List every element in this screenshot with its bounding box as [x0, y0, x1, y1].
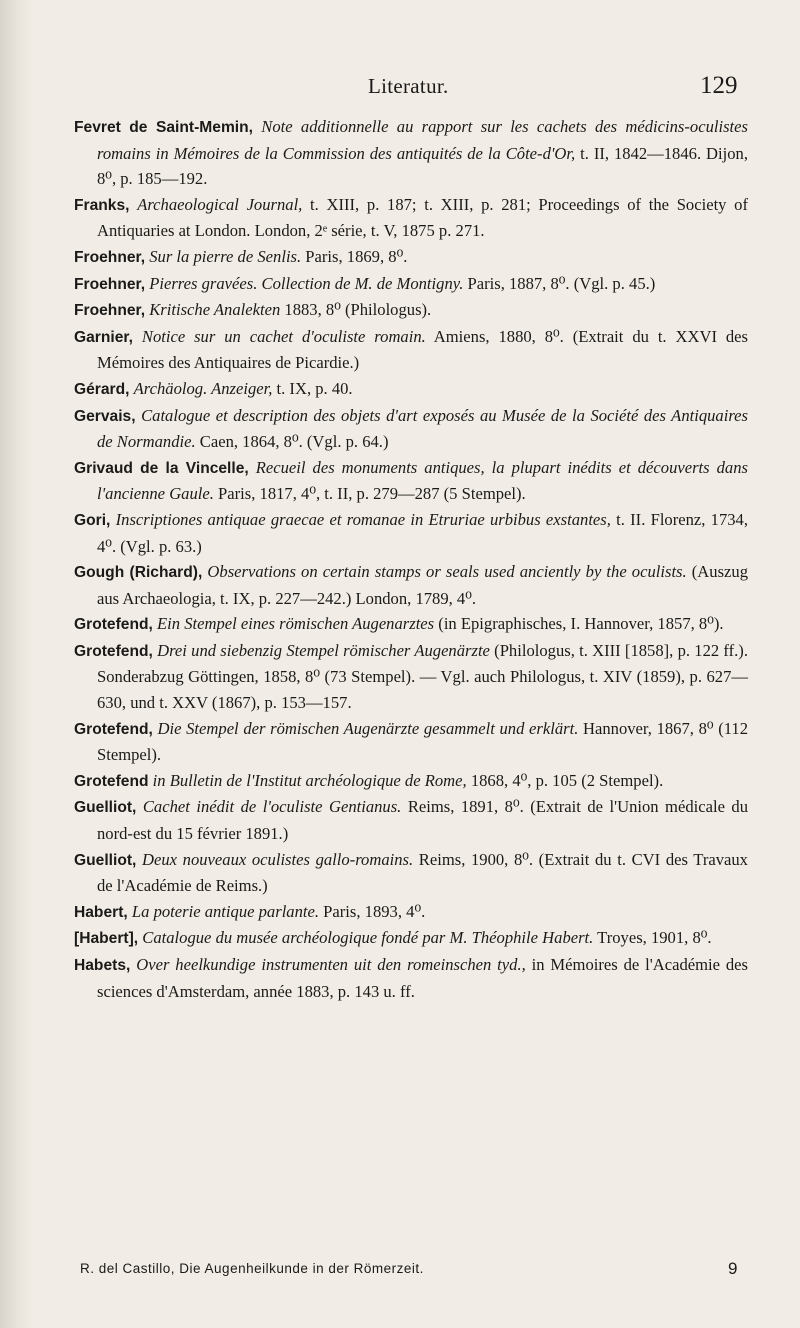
entry-details: (Philologus, t. XIII [1858], p. 122 ff.). Sonderabzug Göttingen, 1858, 8⁰ (73 Stempel). — Vgl. auch Philologus, t. XIV (1859), p. 627—630, und t. XXV (1867), p. 153—157. — [97, 640, 748, 713]
bibliography-list — [74, 114, 748, 1004]
entry-author: Froehner, — [74, 248, 146, 266]
entry-title: Note additionnelle au rapport sur les cachets des médicins-oculistes romains in Mémoires de la Commission des antiquités de la Côte-d'Or, — [97, 117, 748, 163]
entry-details: Paris, 1869, 8⁰. — [301, 246, 408, 266]
entry-author: Guelliot, — [74, 799, 137, 817]
entry-author: Gori, — [74, 511, 111, 529]
bibliography-entry — [74, 297, 748, 324]
entry-title: Catalogue du musée archéologique fondé par M. Théophile Habert. — [142, 928, 594, 948]
entry-details: t. XIII, p. 187; t. XIII, p. 281; Proceedings of the Society of Antiquaries at London. London, 2ᵉ série, t. V, 1875 p. 271. — [97, 194, 748, 241]
entry-details: Paris, 1893, 4⁰. — [319, 901, 426, 921]
entry-details: Reims, 1891, 8⁰. (Extrait de l'Union médicale du nord-est du 15 février 1891.) — [97, 797, 749, 844]
printer-signature-mark: 9 — [728, 1259, 738, 1278]
entry-details: Hannover, 1867, 8⁰ (112 Stempel). — [97, 718, 748, 765]
bibliography-entry — [74, 559, 748, 611]
entry-title: La poterie antique parlante. — [131, 901, 320, 921]
entry-details: 1883, 8⁰ (Philologus). — [280, 300, 432, 320]
bibliography-entry — [74, 507, 748, 559]
entry-title: Cachet inédit de l'oculiste Gentianus. — [142, 797, 402, 817]
entry-title: Recueil des monuments antiques, la plupart inédits et découverts dans l'ancienne Gaule. — [97, 457, 748, 504]
entry-author: Grotefend, — [74, 642, 153, 660]
entry-title: Catalogue et description des objets d'art exposés au Musée de la Société des Antiquaires de Normandie. — [97, 405, 749, 452]
entry-title: Archäolog. Anzeiger, — [133, 378, 273, 398]
entry-author: Gérard, — [74, 380, 130, 398]
bibliography-entry — [74, 925, 748, 952]
running-head: Literatur. — [368, 74, 449, 98]
entry-details: Amiens, 1880, 8⁰. (Extrait du t. XXVI des Mémoires des Antiquaires de Picardie.) — [97, 326, 748, 373]
entry-author: Grotefend — [74, 772, 149, 790]
bibliography-entry — [74, 768, 748, 795]
entry-title: in Bulletin de l'Institut archéologique de Rome, — [152, 770, 467, 790]
entry-author: Habets, — [74, 957, 131, 974]
entry-title: Archaeological Journal, — [137, 194, 303, 214]
bibliography-entry — [74, 324, 748, 376]
entry-title: Kritische Analekten — [149, 300, 281, 320]
page-header — [0, 74, 800, 104]
entry-details: 1868, 4⁰, p. 105 (2 Stempel). — [466, 770, 664, 790]
bibliography-entry — [74, 192, 748, 244]
entry-title: Drei und siebenzig Stempel römischer Augenärzte — [157, 640, 490, 660]
entry-details: Reims, 1900, 8⁰. (Extrait du t. CVI des Travaux de l'Académie de Reims.) — [97, 849, 748, 896]
bibliography-entry — [74, 952, 748, 1004]
page-number: 129 — [700, 72, 738, 99]
entry-details: (Auszug aus Archaeologia, t. IX, p. 227—242.) London, 1789, 4⁰. — [97, 562, 749, 608]
bibliography-entry — [74, 716, 748, 768]
entry-title: Sur la pierre de Senlis. — [149, 246, 302, 266]
bibliography-entry — [74, 794, 748, 846]
entry-author: Habert, — [74, 903, 128, 921]
entry-title: Pierres gravées. Collection de M. de Montigny. — [149, 273, 464, 293]
entry-author: Guelliot, — [74, 851, 137, 869]
entry-details: (in Epigraphisches, I. Hannover, 1857, 8⁰). — [434, 614, 724, 634]
entry-title: Die Stempel der römischen Augenärzte gesammelt und erklärt. — [157, 718, 579, 738]
bibliography-entry — [74, 847, 748, 899]
bibliography-entry — [74, 114, 748, 192]
entry-details: Paris, 1887, 8⁰. (Vgl. p. 45.) — [463, 273, 656, 293]
entry-author: Franks, — [74, 196, 130, 214]
entry-author: Fevret de Saint-Memin, — [74, 119, 253, 136]
bibliography-entry — [74, 403, 748, 455]
entry-author: Grotefend, — [74, 616, 153, 634]
entry-author: Gough (Richard), — [74, 564, 203, 582]
entry-title: Observations on certain stamps or seals used anciently by the oculists. — [207, 562, 687, 582]
entry-author: Garnier, — [74, 328, 133, 346]
entry-title: Over heelkundige instrumenten uit den romeinschen tyd., — [136, 955, 526, 974]
bibliography-entry — [74, 899, 748, 926]
entry-details: t. II, 1842—1846. Dijon, 8⁰, p. 185—192. — [97, 143, 748, 189]
entry-details: in Mémoires de l'Académie des sciences d'Amsterdam, année 1883, p. 143 u. ff. — [97, 955, 748, 1001]
entry-details: Caen, 1864, 8⁰. (Vgl. p. 64.) — [195, 432, 389, 452]
bibliography-entry — [74, 638, 748, 716]
bibliography-entry — [74, 244, 748, 271]
entry-author: Gervais, — [74, 407, 136, 425]
entry-details: Troyes, 1901, 8⁰. — [593, 928, 712, 948]
entry-author: [Habert], — [74, 930, 139, 948]
entry-details: t. IX, p. 40. — [272, 378, 353, 398]
entry-author: Froehner, — [74, 302, 146, 320]
bibliography-entry — [74, 271, 748, 298]
entry-details: Paris, 1817, 4⁰, t. II, p. 279—287 (5 Stempel). — [213, 484, 526, 504]
entry-author: Grotefend, — [74, 720, 153, 738]
entry-author: Froehner, — [74, 275, 146, 293]
footer-signature-line: R. del Castillo, Die Augenheilkunde in der Römerzeit. — [80, 1261, 424, 1276]
bibliography-entry — [74, 611, 748, 638]
entry-title: Ein Stempel eines römischen Augenarztes — [157, 614, 435, 634]
entry-details: t. II. Florenz, 1734, 4⁰. (Vgl. p. 63.) — [97, 509, 748, 556]
entry-title: Deux nouveaux oculistes gallo-romains. — [142, 849, 414, 869]
entry-title: Notice sur un cachet d'oculiste romain. — [141, 326, 426, 346]
entry-author: Grivaud de la Vincelle, — [74, 459, 249, 477]
bibliography-entry — [74, 455, 748, 507]
bibliography-entry — [74, 376, 748, 403]
page-footer — [80, 1261, 740, 1285]
page-gutter-shadow — [0, 0, 34, 1328]
entry-title: Inscriptiones antiquae graecae et romanae in Etruriae urbibus exstantes, — [115, 509, 611, 529]
